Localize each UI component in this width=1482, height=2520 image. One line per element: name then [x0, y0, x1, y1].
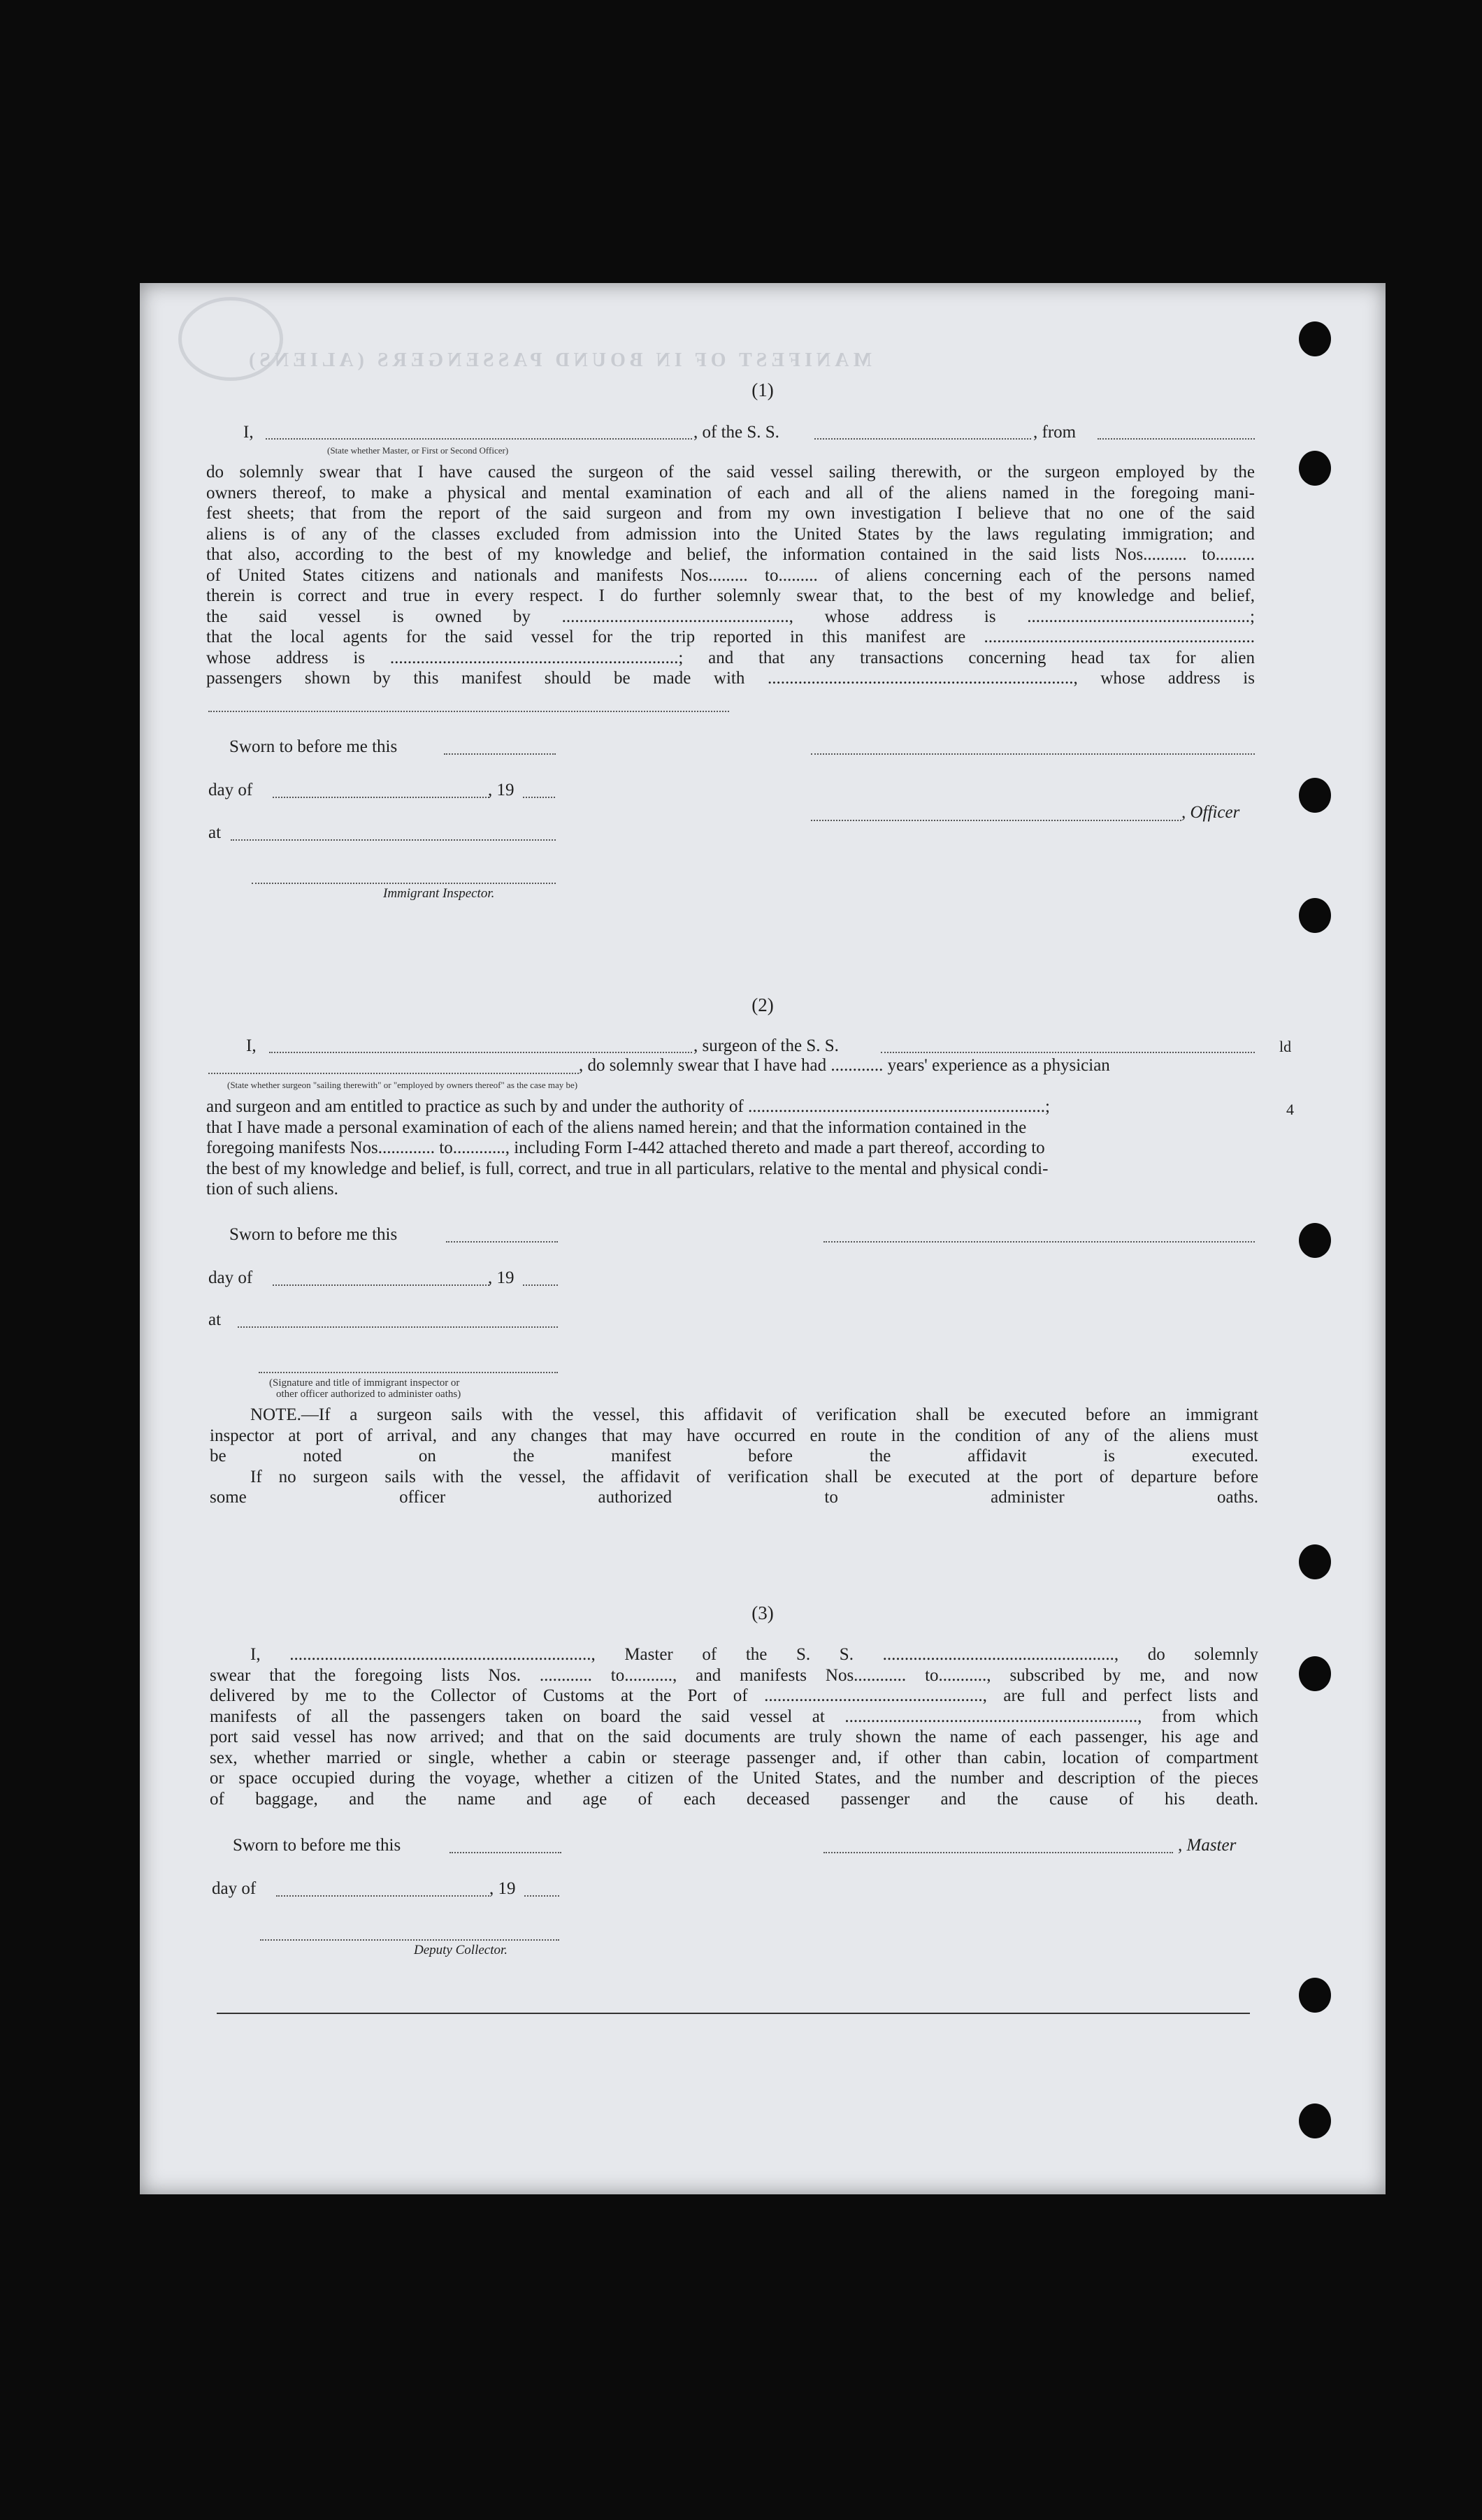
s1-inspector-label: Immigrant Inspector. [383, 886, 495, 901]
s2-signature-field [823, 1241, 1255, 1243]
s3-signature-field [823, 1852, 1173, 1853]
note-block [210, 1405, 1258, 1508]
text-line: passengers shown by this manifest should be made with ......................................................................, whose address is [206, 669, 1255, 688]
s3-day-field [276, 1895, 489, 1897]
punch-hole [1299, 2103, 1331, 2138]
text-line: port said vessel has now arrived; and that on the said documents are truly shown the name of each passenger, his age and [210, 1728, 1258, 1746]
s3-year: , 19 [489, 1879, 516, 1898]
note-line: inspector at port of arrival, and any changes that may have occurred en route in the condition of any of the aliens must [210, 1426, 1258, 1445]
s1-at-field [231, 839, 556, 841]
s3-sworn-field [449, 1852, 561, 1853]
punch-hole [1299, 778, 1331, 813]
text-line: that also, according to the best of my knowledge and belief, the information contained in the said lists Nos.......... to......... [206, 545, 1255, 564]
s2-caption: (State whether surgeon "sailing therewith" or "employed by owners thereof" as the case may be) [227, 1080, 578, 1090]
s2-line2: , do solemnly swear that I have had ............ years' experience as a physician [579, 1056, 1110, 1075]
s1-year-field [523, 797, 555, 798]
s1-signature-field [811, 753, 1255, 755]
margin-mark: 4 [1286, 1101, 1294, 1118]
section-3-body [210, 1644, 1258, 1809]
s1-sworn-field [444, 753, 556, 755]
text-line: delivered by me to the Collector of Customs at the Port of .................................................., are full and perfect lists and [210, 1686, 1258, 1705]
s3-day-of: day of [212, 1879, 257, 1898]
s1-officer-field [811, 820, 1181, 821]
punch-hole [1299, 1978, 1331, 2013]
text-line: that I have made a personal examination of each of the aliens named herein; and that the information contained in the [206, 1117, 1027, 1137]
s1-vessel-field [814, 438, 1031, 440]
s2-line1-start: I, [246, 1036, 257, 1055]
s1-day-of: day of [208, 781, 253, 799]
text-line: manifests of all the passengers taken on board the said vessel at ..................................................................., from which [210, 1707, 1258, 1726]
s2-year: , 19 [488, 1268, 515, 1287]
s1-master-field [266, 438, 692, 440]
text-line: I, ....................................................................., Master of the S. S. ....................................................., do solemnly [250, 1645, 1258, 1664]
punch-hole [1299, 1656, 1331, 1691]
punch-hole [1299, 1223, 1331, 1258]
s1-caption: (State whether Master, or First or Second Officer) [327, 445, 509, 456]
section-1-body [206, 462, 1255, 689]
text-line: owners thereof, to make a physical and mental examination of each and all of the aliens named in the foregoing mani- [206, 483, 1255, 502]
text-line: or space occupied during the voyage, whether a citizen of the United States, and the number and description of the pieces [210, 1769, 1258, 1788]
note-line: some officer authorized to administer oaths. [210, 1488, 1258, 1507]
s2-role-field [208, 1073, 579, 1074]
s3-master-label: , Master [1178, 1836, 1237, 1855]
section-3-heading: (3) [751, 1602, 774, 1623]
text-line: sex, whether married or single, whether a cabin or steerage passenger and, if other than cabin, location of compartment [210, 1748, 1258, 1767]
s2-sig-caption-2: other officer authorized to administer oaths) [276, 1389, 461, 1400]
text-line: swear that the foregoing lists Nos. ............ to..........., and manifests Nos............ to..........., subscribed by me, and now [210, 1665, 1258, 1685]
s1-address-continuation [208, 711, 729, 712]
text-line: fest sheets; that from the report of the said surgeon and from my own investigation I believe that no one of the said [206, 504, 1255, 523]
s3-year-field [524, 1895, 559, 1897]
s2-sworn: Sworn to before me this [229, 1225, 398, 1244]
s3-collector-line [260, 1939, 559, 1941]
s1-line1-end: , from [1033, 423, 1077, 442]
text-line: therein is correct and true in every respect. I do further solemnly swear that, to the best of my knowledge and belief, [206, 586, 1255, 605]
section-2-body [206, 1096, 1255, 1200]
text-line: that the local agents for the said vessel for the trip reported in this manifest are .............................................................. [206, 628, 1255, 646]
note-line: NOTE.—If a surgeon sails with the vessel, this affidavit of verification shall be executed before an immigrant [250, 1405, 1258, 1424]
s1-from-field [1098, 438, 1255, 440]
s1-officer-label: , Officer [1181, 803, 1240, 822]
s2-vessel-field [881, 1052, 1255, 1053]
s1-sworn: Sworn to before me this [229, 737, 398, 756]
s3-sworn: Sworn to before me this [233, 1836, 401, 1855]
text-line: tion of such aliens. [206, 1180, 338, 1199]
bleed-through-text: MANIFEST OF IN BOUND PASSENGERS (ALIENS) [245, 349, 872, 371]
punch-hole [1299, 898, 1331, 933]
s1-line1-mid: , of the S. S. [693, 423, 779, 442]
s2-line1-mid: , surgeon of the S. S. [693, 1036, 839, 1055]
s1-day-field [273, 797, 489, 798]
s1-at: at [208, 823, 222, 842]
s2-year-field [523, 1284, 558, 1286]
s2-inspector-line [259, 1372, 558, 1373]
text-line: of United States citizens and nationals and manifests Nos......... to......... of aliens concerning each of the persons named [206, 565, 1255, 585]
s3-collector-label: Deputy Collector. [414, 1943, 508, 1957]
note-line: be noted on the manifest before the affidavit is executed. [210, 1447, 1258, 1465]
manifest-sheet [140, 283, 1386, 2194]
text-line: of baggage, and the name and age of each deceased passenger and the cause of his death. [210, 1789, 1258, 1809]
punch-hole [1299, 1544, 1331, 1579]
punch-hole [1299, 451, 1331, 486]
s2-sig-caption-1: (Signature and title of immigrant inspector or [269, 1377, 460, 1389]
text-line: whose address is ..................................................................; and that any transactions concerning head tax for alien [206, 648, 1255, 667]
footer-rule [217, 2013, 1250, 2014]
text-line: aliens is of any of the classes excluded from admission into the United States by the laws regulating immigration; and [206, 524, 1255, 544]
section-1-heading: (1) [751, 379, 774, 400]
s2-at-field [238, 1326, 558, 1328]
note-line: If no surgeon sails with the vessel, the affidavit of verification shall be executed at the port of departure before [250, 1467, 1258, 1486]
s1-year: , 19 [488, 781, 515, 799]
s1-inspector-line [252, 883, 556, 884]
section-2-heading: (2) [751, 994, 774, 1015]
text-line: and surgeon and am entitled to practice as such by and under the authority of ....................................................................; [206, 1097, 1050, 1116]
s2-sworn-field [446, 1241, 558, 1243]
punch-hole [1299, 321, 1331, 356]
s2-day-of: day of [208, 1268, 253, 1287]
s2-day-field [273, 1284, 489, 1286]
text-line: foregoing manifests Nos............. to............, including Form I-442 attached thereto and made a part thereof, according to [206, 1138, 1045, 1157]
s2-surgeon-name-field [269, 1052, 692, 1053]
text-line: do solemnly swear that I have caused the surgeon of the said vessel sailing therewith, or the surgeon employed by the [206, 463, 1255, 481]
margin-mark: ld [1279, 1038, 1292, 1055]
text-line: the best of my knowledge and belief, is full, correct, and true in all particulars, relative to the mental and physical condi- [206, 1159, 1049, 1178]
s2-at: at [208, 1310, 222, 1329]
text-line: the said vessel is owned by ...................................................., whose address is ...................................................; [206, 607, 1255, 626]
s1-line1-start: I, [243, 423, 254, 442]
